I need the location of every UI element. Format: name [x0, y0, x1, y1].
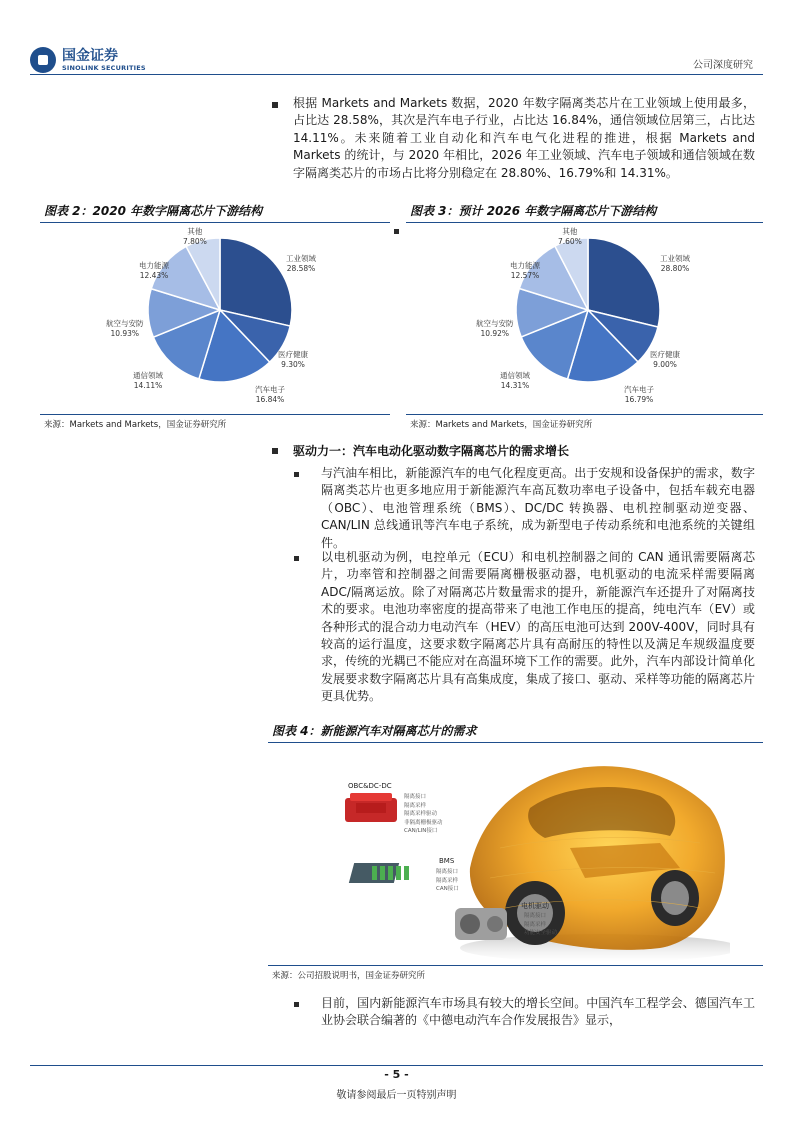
bullet-icon: [394, 229, 399, 234]
section-heading: 驱动力一：汽车电动化驱动数字隔离芯片的需求增长: [293, 444, 570, 458]
footer-disclaimer: 敬请参阅最后一页特别声明: [336, 1090, 457, 1101]
bms-function-list: 隔离接口 隔离采样 CAN接口: [436, 869, 459, 892]
figure-3-bottom-rule: [406, 414, 763, 415]
pie-label-industrial: 工业领域 28.58%: [286, 254, 316, 273]
figure-2-title-rule: [40, 222, 390, 223]
pie-label-aerospace: 航空与安防 10.93%: [106, 319, 144, 338]
figure-4-source: 来源：公司招股说明书，国金证券研究所: [272, 971, 426, 981]
figure-2-title: 图表 2：2020 年数字隔离芯片下游结构: [44, 204, 263, 218]
logo-english-name: SINOLINK SECURITIES: [62, 64, 146, 72]
bms-label: BMS: [439, 857, 455, 865]
report-type-label: 公司深度研究: [693, 60, 753, 71]
figure-3-title-rule: [406, 222, 763, 223]
bullet-icon: [294, 1002, 299, 1007]
motor-function-list: 隔离接口 隔离采样 功能安全驱动: [524, 913, 558, 936]
bullet-icon: [272, 102, 278, 108]
pie-label-other: 其他 7.80%: [183, 227, 207, 246]
figure-4-title: 图表 4：新能源汽车对隔离芯片的需求: [272, 724, 477, 738]
pie-label-other: 其他 7.60%: [558, 227, 582, 246]
logo-chinese-name: 国金证券: [62, 48, 118, 64]
header-divider: [30, 74, 763, 75]
intro-paragraph: 根据 Markets and Markets 数据，2020 年数字隔离类芯片在工业领域上使用最多，占比达 28.58%，其次是汽车电子行业，占比达 16.84%，通信领域位居第三，占比达 14.11%。未来随着工业自动化和汽车电气化进程的推进，根据 Markets and Markets 的统计，与 2020 年相比，2026 年工业领域、汽车电子领域和通信领域在数字隔离类芯片的市场占比将分别稳定在 28.80%、16.79%和 14.31%。: [293, 96, 755, 180]
footer-divider: [30, 1065, 763, 1066]
figure-2-bottom-rule: [40, 414, 390, 415]
bullet-icon: [294, 472, 299, 477]
figure-4-bottom-rule: [268, 965, 763, 966]
pie-label-auto: 汽车电子 16.84%: [255, 385, 285, 404]
page-number: - 5 -: [384, 1068, 409, 1081]
section-paragraph-2: 以电机驱动为例，电控单元（ECU）和电机控制器之间的 CAN 通讯需要隔离芯片，功率管和控制器之间需要隔离栅极驱动器，电机驱动的电流采样需要隔离 ADC/隔离运放。除了对隔离芯片数量需求的提升，新能源汽车还提升了对隔离技术的要求。电池功率密度的提高带来了电池工作电压的提高，纯电汽车（EV）或各种形式的混合动力电动汽车（HEV）的高压电池可达到 200V-400V，同时具有较高的运行温度，这要求数字隔离芯片具有高耐压的特性以及满足车规级温度要求，传统的光耦已不能应对在高温环境下工作的需要。此外，汽车内部设计简单化发展要求数字隔离芯片具有高集成度，集成了接口、驱动、采样等功能的隔离芯片更具优势。: [321, 550, 755, 704]
pie-label-power: 电力能源 12.57%: [510, 261, 540, 280]
pie-label-aerospace: 航空与安防 10.92%: [476, 319, 514, 338]
logo-icon: [30, 47, 56, 73]
pie-label-industrial: 工业领域 28.80%: [660, 254, 690, 273]
figure-4-title-rule: [268, 742, 763, 743]
pie-chart-2020: [40, 225, 390, 410]
pie-chart-2026: [406, 225, 763, 410]
closing-paragraph: 目前，国内新能源汽车市场具有较大的增长空间。中国汽车工程学会、德国汽车工业协会联合编著的《中德电动汽车合作发展报告》显示，: [321, 996, 755, 1028]
figure-3-source: 来源：Markets and Markets，国金证券研究所: [410, 420, 593, 430]
pie-label-power: 电力能源 12.43%: [139, 261, 169, 280]
pie-label-auto: 汽车电子 16.79%: [624, 385, 654, 404]
motor-drive-label: 电机驱动: [521, 902, 549, 910]
pie-label-telecom: 通信领域 14.31%: [500, 371, 530, 390]
figure-3-title: 图表 3：预计 2026 年数字隔离芯片下游结构: [410, 204, 657, 218]
pie-label-medical: 医疗健康 9.30%: [278, 350, 308, 369]
bullet-icon: [294, 556, 299, 561]
company-logo: [30, 45, 150, 75]
obc-function-list: 隔离接口 隔离采样 隔离采样驱动 非隔离栅极驱动 CAN/LIN接口: [404, 794, 443, 834]
pie-label-medical: 医疗健康 9.00%: [650, 350, 680, 369]
section-paragraph-1: 与汽油车相比，新能源汽车的电气化程度更高。出于安规和设备保护的需求，数字隔离类芯片也更多地应用于新能源汽车高瓦数功率电子设备中，包括车载充电器（OBC）、电池管理系统（BMS）、DC/DC 转换器、电机控制驱动逆变器、CAN/LIN 总线通讯等汽车电子系统，成为新型电子传动系统和电池系统的关键组件。: [321, 466, 755, 550]
obc-dcdc-label: OBC&DC-DC: [348, 782, 392, 790]
bullet-icon: [272, 448, 278, 454]
pie-label-telecom: 通信领域 14.11%: [133, 371, 163, 390]
figure-2-source: 来源：Markets and Markets，国金证券研究所: [44, 420, 227, 430]
